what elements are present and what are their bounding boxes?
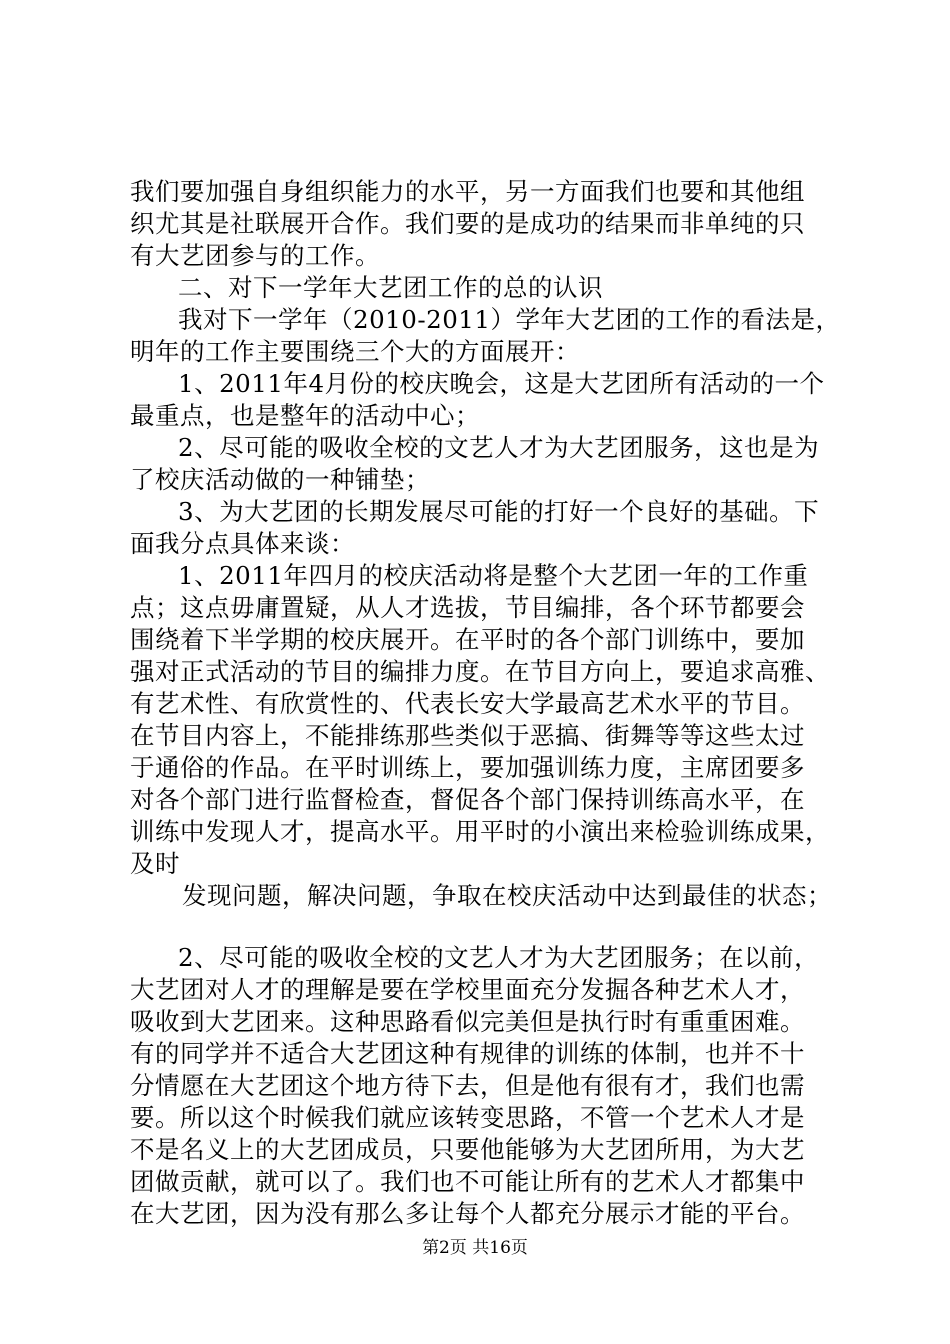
- text-line: 明年的工作主要围绕三个大的方面展开：: [130, 337, 580, 366]
- text-line: 强对正式活动的节目的编排力度。在节目方向上，要追求高雅、: [130, 657, 830, 686]
- text-line: 点；这点毋庸置疑，从人才选拔，节目编排，各个环节都要会: [130, 593, 805, 622]
- text-line: 1、2011年四月的校庆活动将是整个大艺团一年的工作重: [178, 561, 809, 590]
- text-line: 在节目内容上，不能排练那些类似于恶搞、街舞等等这些太过: [130, 721, 805, 750]
- text-line: 及时: [130, 849, 180, 878]
- text-line: 大艺团对人才的理解是要在学校里面充分发掘各种艺术人才，: [130, 975, 805, 1004]
- section-heading: 二、对下一学年大艺团工作的总的认识: [178, 273, 603, 302]
- text-line: 有艺术性、有欣赏性的、代表长安大学最高艺术水平的节目。: [130, 689, 805, 718]
- text-line: 不是名义上的大艺团成员，只要他能够为大艺团所用，为大艺: [130, 1135, 805, 1164]
- text-line: 围绕着下半学期的校庆展开。在平时的各个部门训练中，要加: [130, 625, 805, 654]
- text-line: 织尤其是社联展开合作。我们要的是成功的结果而非单纯的只: [130, 209, 805, 238]
- text-line: 分情愿在大艺团这个地方待下去，但是他有很有才，我们也需: [130, 1071, 805, 1100]
- text-line: 最重点，也是整年的活动中心；: [130, 401, 480, 430]
- text-line: 面我分点具体来谈：: [130, 529, 355, 558]
- page-number-footer: 第2页 共16页: [422, 1238, 528, 1258]
- text-line: 有的同学并不适合大艺团这种有规律的训练的体制，也并不十: [130, 1039, 805, 1068]
- text-line: 于通俗的作品。在平时训练上，要加强训练力度，主席团要多: [130, 753, 805, 782]
- text-line: 在大艺团，因为没有那么多让每个人都充分展示才能的平台。: [130, 1199, 805, 1228]
- text-line: 要。所以这个时候我们就应该转变思路，不管一个艺术人才是: [130, 1103, 805, 1132]
- text-line: 了校庆活动做的一种铺垫；: [130, 465, 430, 494]
- text-line: 团做贡献，就可以了。我们也不可能让所有的艺术人才都集中: [130, 1167, 805, 1196]
- text-line: 我对下一学年（2010-2011）学年大艺团的工作的看法是，: [178, 305, 841, 334]
- text-line: 3、为大艺团的长期发展尽可能的打好一个良好的基础。下: [178, 497, 820, 526]
- text-line: 吸收到大艺团来。这种思路看似完美但是执行时有重重困难。: [130, 1007, 805, 1036]
- text-line: 对各个部门进行监督检查，督促各个部门保持训练高水平，在: [130, 785, 805, 814]
- text-line: 2、尽可能的吸收全校的文艺人才为大艺团服务；在以前，: [178, 943, 820, 972]
- text-line: 我们要加强自身组织能力的水平，另一方面我们也要和其他组: [130, 177, 805, 206]
- text-line: 有大艺团参与的工作。: [130, 241, 380, 270]
- text-line: 训练中发现人才，提高水平。用平时的小演出来检验训练成果，: [130, 817, 830, 846]
- text-line: 发现问题，解决问题，争取在校庆活动中达到最佳的状态；: [182, 881, 832, 910]
- text-line: 2、尽可能的吸收全校的文艺人才为大艺团服务，这也是为: [178, 433, 820, 462]
- text-line: 1、2011年4月份的校庆晚会，这是大艺团所有活动的一个: [178, 369, 825, 398]
